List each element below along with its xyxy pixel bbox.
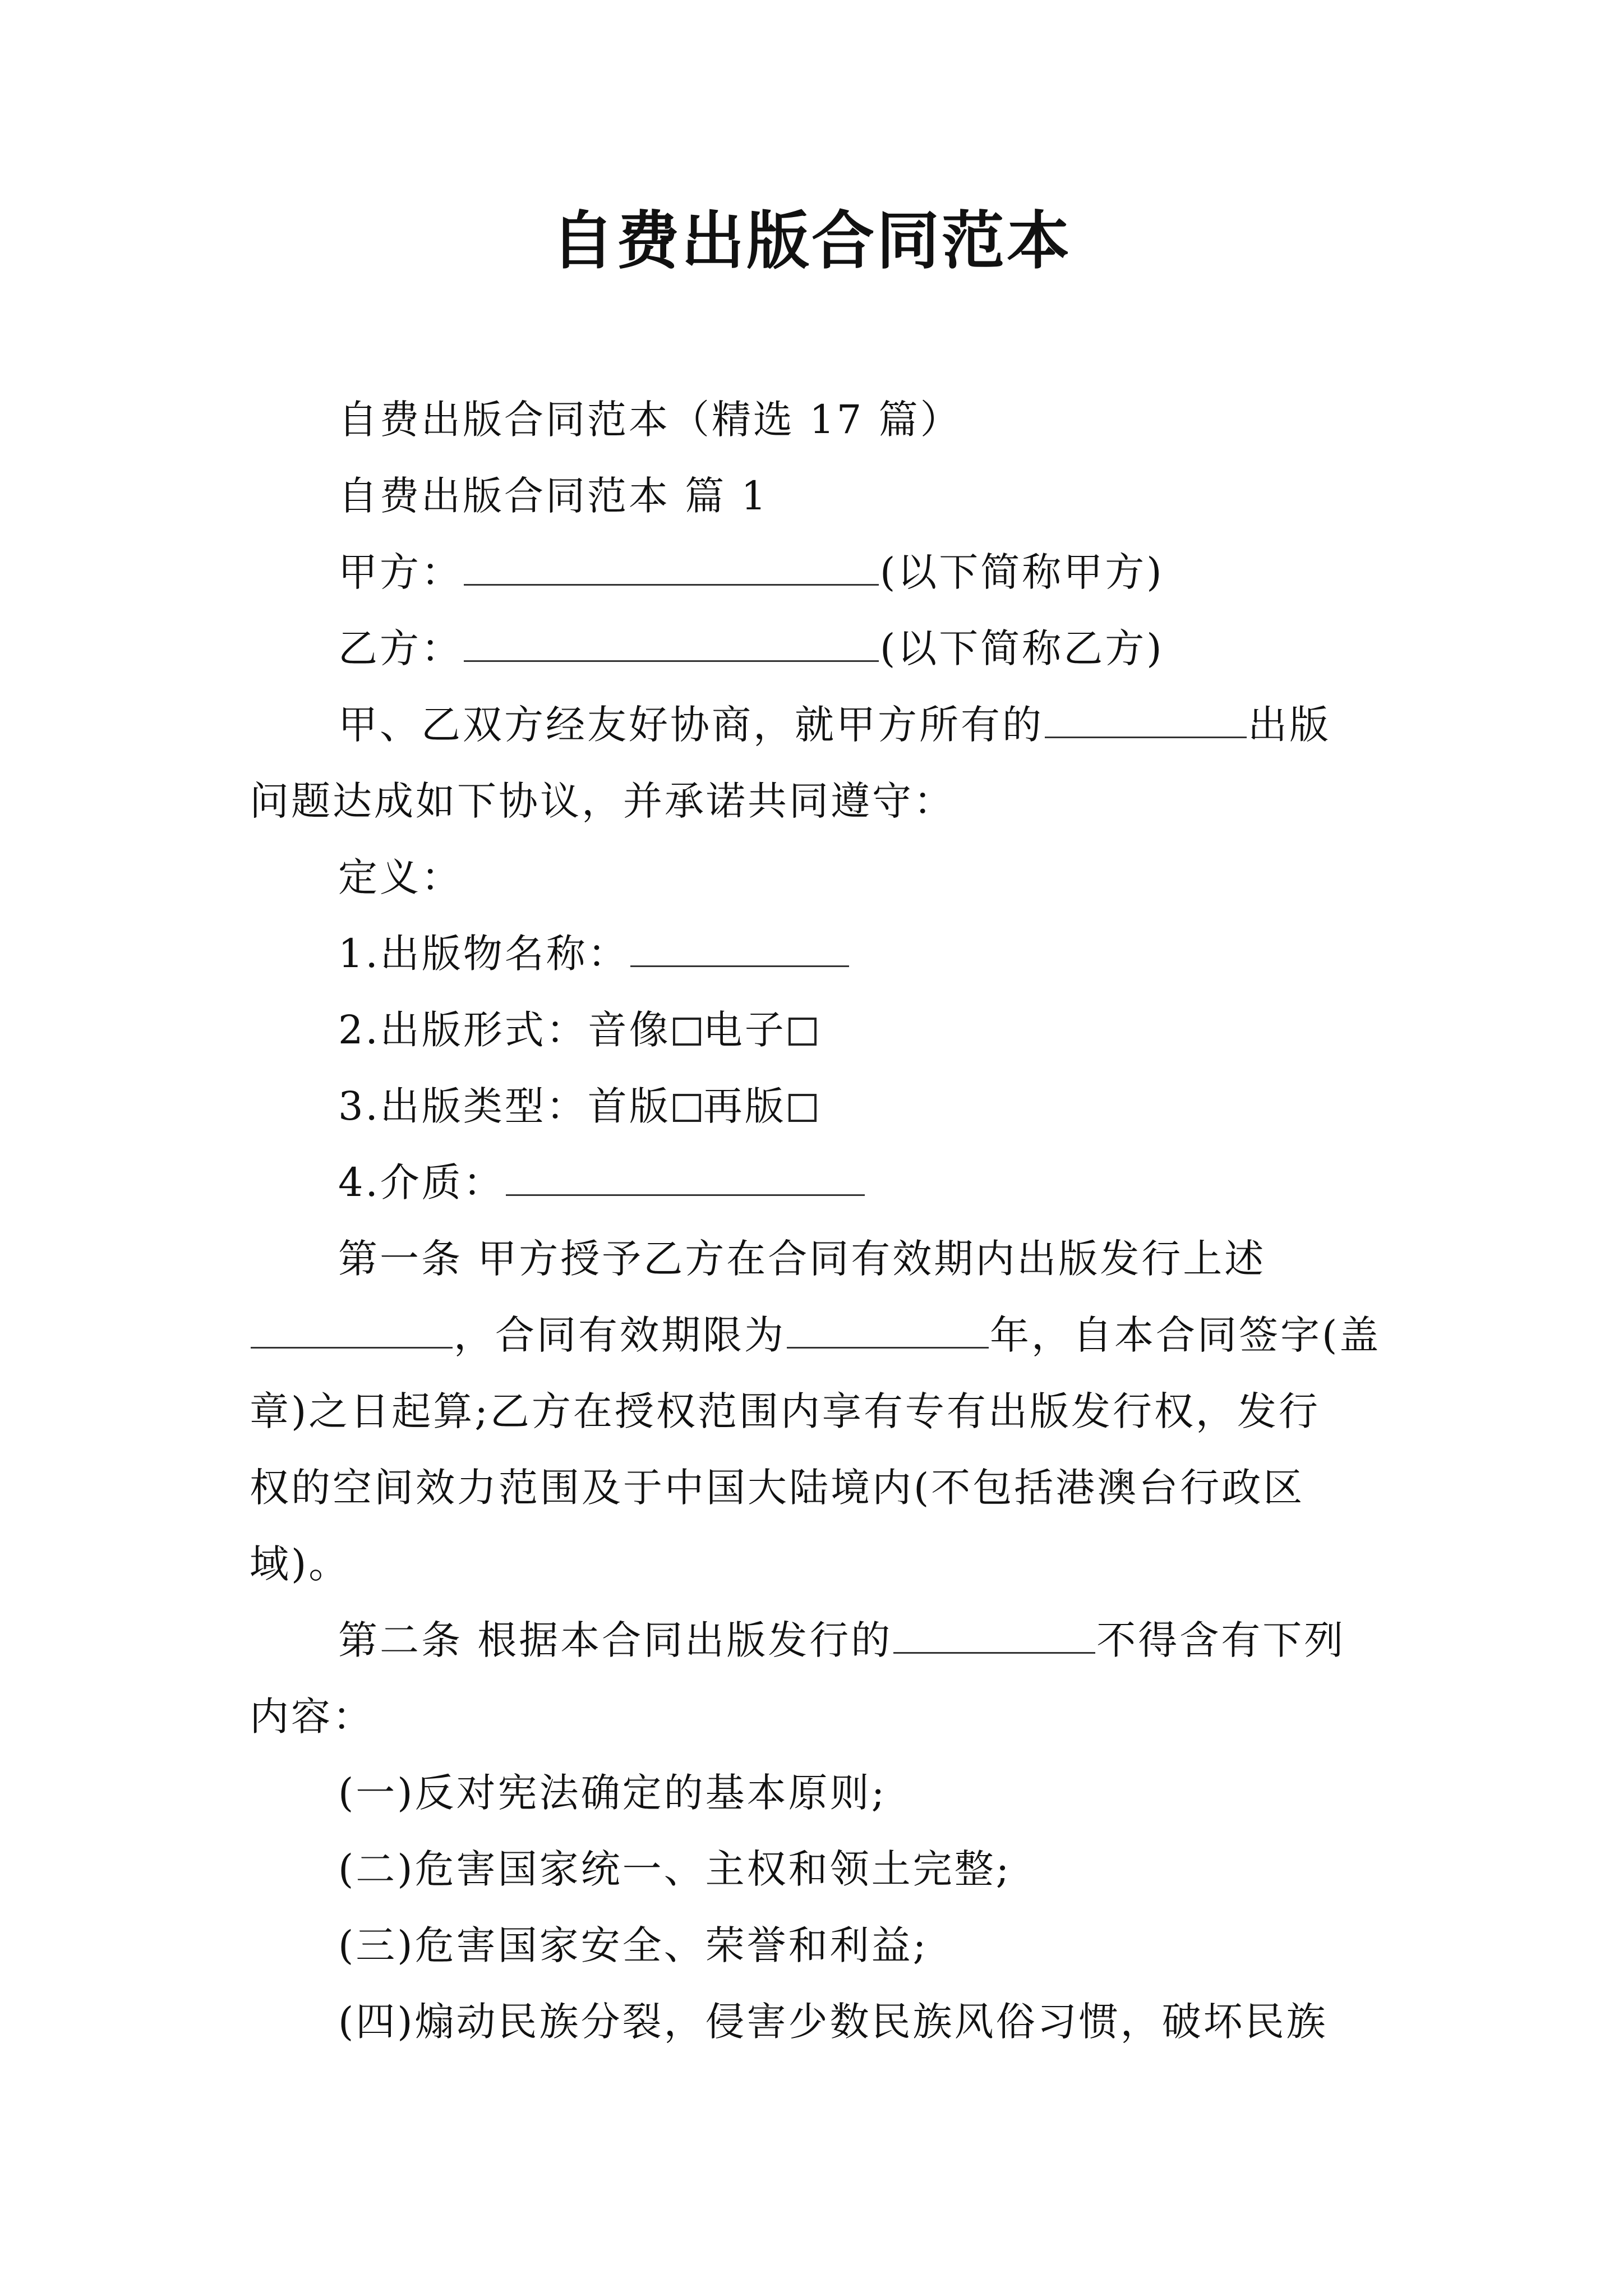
intro-line-2: 问题达成如下协议，并承诺共同遵守： [250,778,955,824]
option-electronic: 电子 [703,1007,786,1053]
publication-name-blank [630,934,849,967]
definition-4-label: 4.介质： [338,1159,505,1205]
party-b-suffix: (以下简称乙方) [880,625,1164,671]
party-b-line [250,610,1388,687]
option-first-edition: 首版 [587,1083,671,1129]
subtitle: 自费出版合同范本（精选 17 篇） [338,397,962,443]
article-1-line-5: 域)。 [250,1541,351,1587]
list-item-1: (一)反对宪法确定的基本原则; [338,1770,887,1816]
party-b-blank [464,629,879,662]
medium-blank [506,1163,865,1196]
party-b-label: 乙方： [338,625,463,671]
list-item-4: (四)煽动民族分裂，侵害少数民族风俗习惯，破坏民族 [338,1999,1328,2045]
intro-prefix: 甲、乙双方经友好协商，就甲方所有的 [338,702,1044,748]
authorized-work-blank [251,1315,453,1349]
article-2-prefix: 第二条 根据本合同出版发行的 [338,1617,893,1663]
definition-3-label: 3.出版类型： [338,1083,588,1129]
definition-2-label: 2.出版形式： [338,1007,588,1053]
article-1-line-1: 第一条 甲方授予乙方在合同有效期内出版发行上述 [338,1236,1266,1282]
party-a-blank [464,553,879,586]
option-audio-video: 音像 [587,1007,671,1053]
article-1-line-2 [250,1297,1388,1373]
published-work-blank [893,1621,1095,1654]
article-1-mid: ，合同有效期限为 [454,1312,786,1358]
article-1-line-4: 权的空间效力范围及于中国大陆境内(不包括港澳台行政区 [250,1465,1305,1511]
article-1-end: 年，自本合同签字(盖 [990,1312,1381,1358]
article-2-line-2: 内容： [250,1694,374,1740]
term-years-blank [787,1315,989,1349]
checkbox-reprint [789,1094,817,1122]
checkbox-electronic [789,1018,817,1046]
definition-2 [250,992,1388,1068]
checkbox-audio-video [673,1018,701,1046]
document-title: 自费出版合同范本 [551,204,1072,278]
article-1-line-3: 章)之日起算;乙方在授权范围内享有专有出版发行权，发行 [250,1388,1320,1434]
party-a-label: 甲方： [338,549,463,595]
party-a-suffix: (以下简称甲方) [880,549,1164,595]
definition-heading: 定义： [338,854,463,900]
party-a-line [250,534,1388,610]
list-item-3: (三)危害国家安全、荣誉和利益; [338,1922,929,1968]
definition-1 [250,915,1388,992]
definition-3 [250,1068,1388,1144]
list-item-2: (二)危害国家统一、主权和领土完整; [338,1846,1012,1892]
option-reprint: 再版 [703,1083,786,1129]
section-heading: 自费出版合同范本 篇 1 [338,473,769,519]
work-title-blank [1045,705,1247,738]
article-2-line-1 [250,1602,1388,1678]
definition-1-label: 1.出版物名称： [338,931,629,977]
intro-suffix: 出版 [1248,702,1331,748]
article-2-suffix: 不得含有下列 [1096,1617,1346,1663]
definition-4 [250,1144,1388,1221]
checkbox-first-edition [673,1094,701,1122]
intro-line-1 [250,687,1388,763]
document-body [250,381,1388,2060]
